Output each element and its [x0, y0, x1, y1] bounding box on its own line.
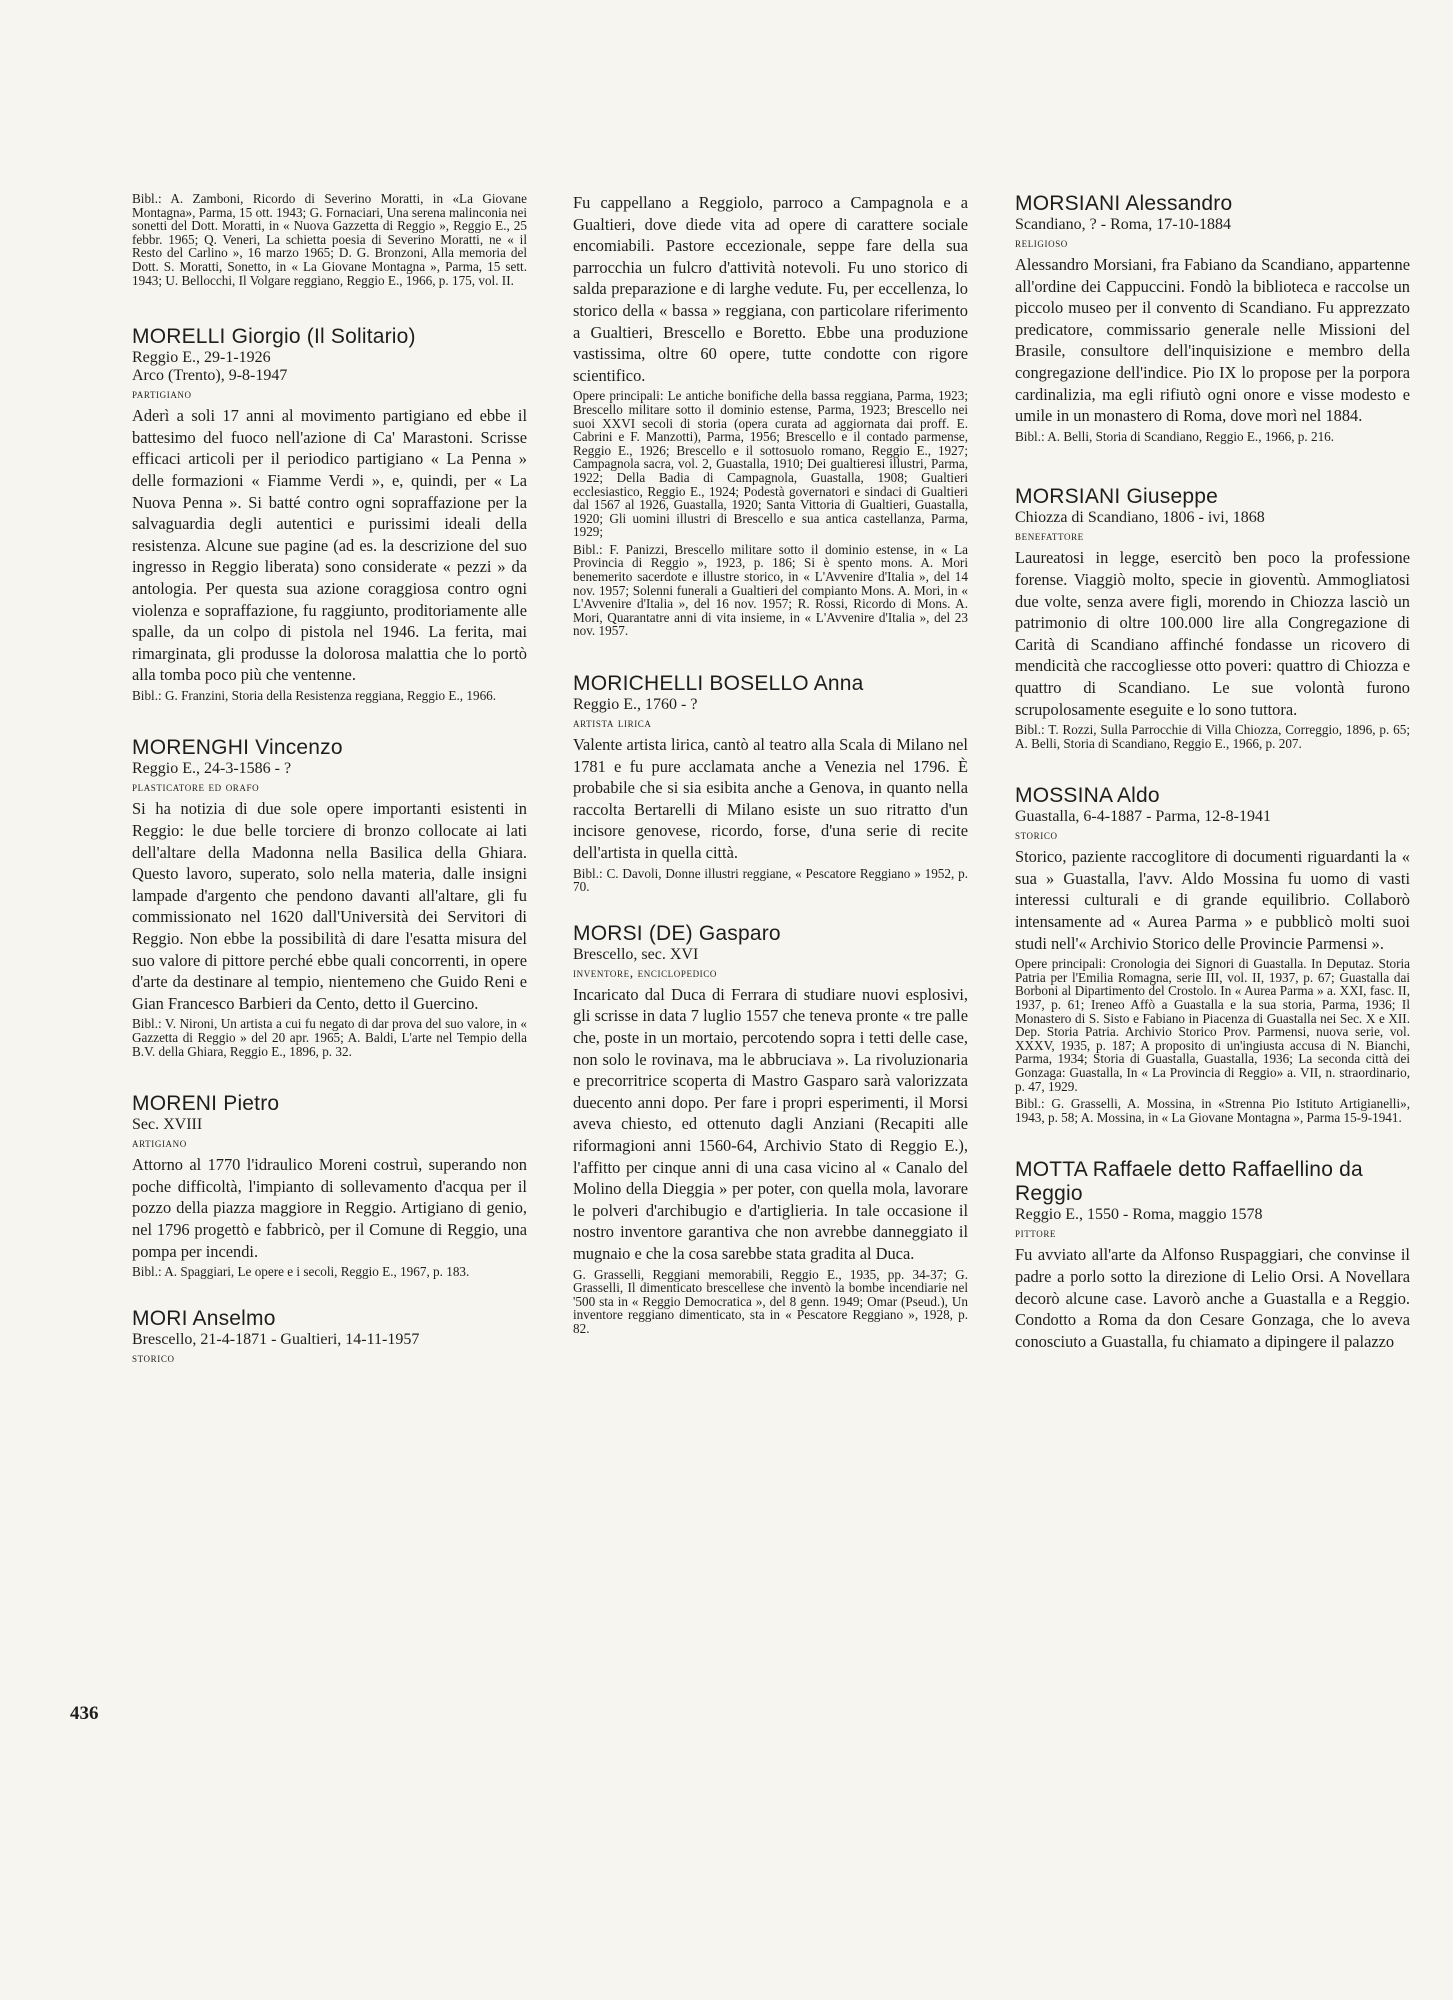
bibliography: Bibl.: F. Panizzi, Brescello militare sotto il dominio estense, in « La Provincia di Reggio », 1923, p. 186; Si è spento mons. A. Mori benemerito sacerdote e illustre storico, in « L'Avvenire d'Italia », del 14 nov. 1957; Solenni funerali a Gualtieri del compianto Mons. A. Mori, in « L'Avvenire d'Italia », del 16 nov. 1957; R. Rossi, Ricordo di Mons. A. Mori, Quarantatre anni di vita insieme, in « L'Avvenire d'Italia », del 23 nov. 1957.: [573, 541, 968, 639]
entry-life-dates: Reggio E., 29-1-1926: [132, 349, 271, 367]
entry-life-dates: Brescello, 21-4-1871 - Gualtieri, 14-11-1957: [132, 1330, 420, 1348]
entry-name: MORICHELLI BOSELLO Anna: [573, 672, 864, 696]
principal-works: Opere principali: Cronologia dei Signori di Guastalla. In Deputaz. Storia Patria per l'Emilia Romagna, serie III, vol. II, 1937, p. 67; Guastalla dai Borboni al Dipartimento del Crostolo. In « Aurea Parma » a. XXI, fasc. II, 1937, p. 61; Ireneo Affò a Guastalla e la sua storia, Parma, 1936; Il Monastero di S. Sisto e Fabiano in Piacenza di Guastalla nei Sec. X e XII. Dep. Storia Patria. Archivio Storico Prov. Parmensi, nuova serie, vol. XXXV, 1935, p. 187; A proposito di un'ingiusta accusa di N. Bianchi, Parma, 1934; Storia di Guastalla, Guastalla, 1936; La seconda città dei Gonzaga: Guastalla, In « La Provincia di Reggio» a. VII, n. straordinario, p. 47, 1929.: [1015, 956, 1410, 1094]
spacer: [573, 898, 968, 922]
entry-name: MORI Anselmo: [132, 1306, 276, 1330]
entry-life-dates: Sec. XVIII: [132, 1116, 203, 1134]
page-number: 436: [70, 1703, 99, 1724]
entry-occupation: benefattore: [1015, 528, 1084, 544]
spacer: [132, 1062, 527, 1092]
entry-name: MORSIANI Giuseppe: [1015, 485, 1218, 509]
entry-life-dates: Reggio E., 1550 - Roma, maggio 1578: [1015, 1206, 1263, 1224]
entry-name: MOTTA Raffaele detto Raffaellino da Reggio: [1015, 1158, 1363, 1206]
bibliography: Bibl.: T. Rozzi, Sulla Parrocchie di Villa Chiozza, Correggio, 1896, p. 65; A. Belli, Storia di Scandiano, Reggio E., 1966, p. 207.: [1015, 722, 1410, 751]
entry-occupation: inventore, enciclopedico: [573, 964, 717, 980]
biography-entry: [132, 736, 527, 1058]
entry-occupation: pittore: [1015, 1225, 1057, 1241]
biography-entry: [1015, 485, 1410, 750]
column-1: [132, 192, 527, 1369]
entry-name: MORSI (DE) Gasparo: [573, 921, 781, 945]
entry-name: MORELLI Giorgio (Il Solitario): [132, 325, 416, 349]
entry-occupation: plasticatore ed orafo: [132, 779, 260, 795]
spacer: [132, 706, 527, 736]
bibliography: Bibl.: A. Belli, Storia di Scandiano, Reggio E., 1966, p. 216.: [1015, 428, 1335, 444]
entry-text: Incaricato dal Duca di Ferrara di studiare nuovi esplosivi, gli scrisse in data 7 luglio 1557 che teneva pronte « tre palle che, poste in un mortaio, percotendo sopra i tetti delle case, non solo le rovinava, ma le abbruciava ». La rivoluzionaria e precorritrice scoperta di Mastro Gasparo sarà valorizzata duecento anni dopo. Per fare i propri esperimenti, il Morsi aveva chiesto, ed ottenuto dagli Anziani (Recapiti alle riformagioni anni 1560-64, Archivio Stato di Reggio E.), l'affitto per cinque anni di una casa vicino al « Canalo del Molino della Dieggia » per poter, con quella mola, lavorare le polveri d'archibugio e d'artiglieria. In tale occasione il nostro inventore garantiva che non avrebbe danneggiato il mugnaio e che la cosa sarebbe stata gradita al Duca.: [573, 984, 968, 1263]
spacer: [573, 642, 968, 672]
biography-entry: [1015, 784, 1410, 1124]
entry-life-dates: Guastalla, 6-4-1887 - Parma, 12-8-1941: [1015, 808, 1271, 826]
entry-life-dates: Reggio E., 24-3-1586 - ?: [132, 760, 292, 778]
entry-text: Valente artista lirica, cantò al teatro alla Scala di Milano nel 1781 e fu pure acclamata anche a Venezia nel 1796. È probabile che si sia esibita anche a Genova, in quanto nella raccolta Bertarelli di Milano esiste un suo ritratto d'un incisore genovese, ricordo, forse, d'una serie di recite dell'artista in quella città.: [573, 735, 968, 862]
entry-occupation: artista lirica: [573, 715, 652, 731]
entry-text: Aderì a soli 17 anni al movimento partigiano ed ebbe il battesimo del fuoco nell'azione di Ca' Marastoni. Scrisse efficaci articoli per il periodico partigiano « La Penna » delle formazioni « Fiamme Verdi », e, quindi, per « La Nuova Penna ». Si batté contro ogni sopraffazione per la salvaguardia degli autentici e purissimi ideali della resistenza. Alcune sue pagine (ad es. la descrizione del suo ingresso in Reggio liberata) sono considerate « pezzi » da antologia. Per questa sua azione coraggiosa contro ogni violenza e sopraffazione, fu raggiunto, proditoriamente alle spalle, da un colpo di pistola nel 1946. La ferita, mai rimarginata, gli produsse la dolorosa malattia che lo portò alla tomba poco più che ventenne.: [132, 406, 527, 685]
entry-occupation: artigiano: [132, 1135, 187, 1151]
column-2: [573, 192, 968, 1339]
entry-occupation: partigiano: [132, 386, 192, 402]
bibliography: Bibl.: G. Franzini, Storia della Resistenza reggiana, Reggio E., 1966.: [132, 687, 497, 703]
entry-text: Si ha notizia di due sole opere importanti esistenti in Reggio: le due belle torciere di bronzo collocate ai lati dell'altare della Madonna nella Basilica della Ghiara. Questo lavoro, superato, solo nella materia, dalle insigni lampade d'argento che pendono davanti all'altare, gli fu commissionato nel 1620 dall'Università dei Servitori di Reggio. Non ebbe la possibilità di dare l'esatta misura del suo valore di pittore perché ebbe quali concorrenti, in opere d'arte da destinare al tempio, nientemeno che Guido Reni e Gian Francesco Barbieri da Cento, detto il Guercino.: [132, 799, 527, 1013]
entry-text: Fu avviato all'arte da Alfonso Ruspaggiari, che convinse il padre a porlo sotto la direzione di Lelio Orsi. A Novellara decorò alcune case. Lavorò anche a Guastalla e a Reggio. Condotto a Roma da don Cesare Gonzaga, che lo aveva conosciuto a Guastalla, fu chiamato a dipingere il palazzo: [1015, 1245, 1410, 1351]
biography-entry: [132, 1307, 527, 1366]
entry-name: MORENI Pietro: [132, 1092, 280, 1116]
entry-name: MORENGHI Vincenzo: [132, 736, 343, 760]
biography-entry: [1015, 1158, 1410, 1352]
biography-entry: [573, 922, 968, 1336]
entry-occupation: storico: [132, 1349, 175, 1365]
biography-entry: [573, 672, 968, 894]
bibliography: Bibl.: G. Grasselli, A. Mossina, in «Strenna Pio Istituto Artigianelli», 1943, p. 58; A. Mossina, in « La Giovane Montagna », Parma 15-9-1941.: [1015, 1096, 1410, 1125]
bibliography: Bibl.: A. Zamboni, Ricordo di Severino Moratti, in «La Giovane Montagna», Parma, 15 ott. 1943; G. Fornaciari, Una serena malinconia nei sonetti del Dott. Moratti, in « Nuova Gazzetta di Reggio », Reggio E., 25 febbr. 1965; Q. Veneri, La schietta poesia di Severino Moratti, ne « il Resto del Carlino », 16 marzo 1965; D. G. Bronzoni, Alla memoria del Dott. S. Moratti, Sonetto, in « La Giovane Montagna », Parma, 15 sett. 1943; U. Bellocchi, Il Volgare reggiano, Reggio E., 1966, p. 175, vol. II.: [132, 191, 527, 288]
spacer: [1015, 1128, 1410, 1158]
entry-life-dates: Brescello, sec. XVI: [573, 945, 699, 963]
spacer: [1015, 447, 1410, 485]
column-3: [1015, 192, 1410, 1355]
entry-text: Storico, paziente raccoglitore di documenti riguardanti la « sua » Guastalla, l'avv. Aldo Mossina fu uomo di vasti interessi culturali e di grande equilibrio. Collaborò intensamente ad « Aurea Parma » e pubblicò molti suoi studi nell'« Archivio Storico delle Provincie Parmensi ».: [1015, 847, 1410, 953]
entry-text: Fu cappellano a Reggiolo, parroco a Campagnola e a Gualtieri, dove diede vita ad opere di carattere sociale encomiabili. Pastore eccezionale, seppe fare della sua parrocchia un fulcro d'attività notevoli. Fu uno storico di salda preparazione e di larghe vedute. Fu, per eccellenza, lo storico della « bassa » reggiana, con particolare riferimento a Gualtieri, Brescello e Boretto. Ebbe una produzione vastissima, oltre 60 opere, tutte condotte con rigore scientifico.: [573, 193, 968, 385]
bibliography: G. Grasselli, Reggiani memorabili, Reggio E., 1935, pp. 34-37; G. Grasselli, Il dimenticato brescellese che inventò la bombe incendiarie nel '500 sta in « Reggio Democratica », del 8 genn. 1949; Omar (Pseud.), Un inventore reggiano dimenticato, sta in « Pescatore Reggiano », 1928, p. 82.: [573, 1266, 968, 1336]
entry-life-dates: Reggio E., 1760 - ?: [573, 696, 698, 714]
biography-entry: [1015, 192, 1410, 443]
entry-text: Laureatosi in legge, esercitò ben poco la professione forense. Viaggiò molto, specie in gioventù. Ammogliatosi due volte, senza avere figli, morendo in Chiozza lasciò un patrimonio di oltre 100.000 lire alla Congregazione di Carità di Scandiano affinché fondasse un ricovero di mendicità che raccogliesse otto poveri: quattro di Chiozza e quattro di Scandiano. Le sue volontà furono scrupolosamente eseguite e lo sono tuttora.: [1015, 548, 1410, 719]
entry-occupation: religioso: [1015, 235, 1068, 250]
spacer: [1015, 754, 1410, 784]
entry-life-dates: Arco (Trento), 9-8-1947: [132, 367, 288, 385]
biography-entry: [132, 1092, 527, 1279]
entry-name: MORSIANI Alessandro: [1015, 192, 1233, 215]
bibliography: Bibl.: A. Spaggiari, Le opere e i secoli, Reggio E., 1967, p. 183.: [132, 1264, 470, 1280]
entry-name: MOSSINA Aldo: [1015, 784, 1160, 808]
spacer: [132, 287, 527, 325]
entry-occupation: storico: [1015, 827, 1058, 843]
spacer: [132, 1283, 527, 1307]
entry-text: Alessandro Morsiani, fra Fabiano da Scandiano, appartenne all'ordine dei Cappuccini. Fondò la biblioteca e raccolse un piccolo museo per il convento di Scandiano. Fu apprezzato predicatore, commissario generale nelle Missioni del Brasile, consultore dell'inquisizione e membro della congregazione dell'indice. Pio IX lo propose per la porpora cardinalizia, ma egli rifiutò ogni onore e visse modesto e umile in un monastero di Roma, dove morì nel 1884.: [1015, 255, 1410, 426]
bibliography: Bibl.: V. Nironi, Un artista a cui fu negato di dar prova del suo valore, in « Gazzetta di Reggio » del 20 apr. 1965; A. Baldi, L'arte nel Tempio della B.V. della Ghiara, Reggio E., 1896, p. 32.: [132, 1016, 527, 1059]
bibliography: Bibl.: C. Davoli, Donne illustri reggiane, « Pescatore Reggiano » 1952, p. 70.: [573, 865, 968, 895]
entry-life-dates: Chiozza di Scandiano, 1806 - ivi, 1868: [1015, 509, 1265, 527]
biography-entry: [132, 325, 527, 702]
principal-works: Opere principali: Le antiche bonifiche della bassa reggiana, Parma, 1923; Brescello militare sotto il dominio estense, Parma, 1923; Brescello nei suoi XXVI secoli di storia (opera curata ad aggiornata dai proff. E. Cabrini e F. Manzotti), Parma, 1956; Brescello e il contado parmense, Reggio E., 1926; Brescello e il sottosuolo romano, Reggio E., 1927; Campagnola sacra, vol. 2, Guastalla, 1910; Dei gualtieresi illustri, Parma, 1922; Della Badia di Campagnola, Guastalla, 1908; Gualtieri ecclesiastico, Reggio E., 1924; Podestà governatori e sindaci di Gualtieri dal 1567 al 1926, Guastalla, 1920; Santa Vittoria di Gualtieri, Guastalla, 1920; Gli uomini illustri di Brescello e sua antica castellanza, Parma, 1929;: [573, 388, 968, 540]
entry-life-dates: Scandiano, ? - Roma, 17-10-1884: [1015, 216, 1231, 233]
entry-text: Attorno al 1770 l'idraulico Moreni costruì, superando non poche difficoltà, l'impianto di sollevamento d'acqua per il pozzo della piazza maggiore in Reggio. Artigiano di genio, nel 1796 progettò e fabbricò, per il Comune di Reggio, una pompa per incendi.: [132, 1155, 527, 1261]
